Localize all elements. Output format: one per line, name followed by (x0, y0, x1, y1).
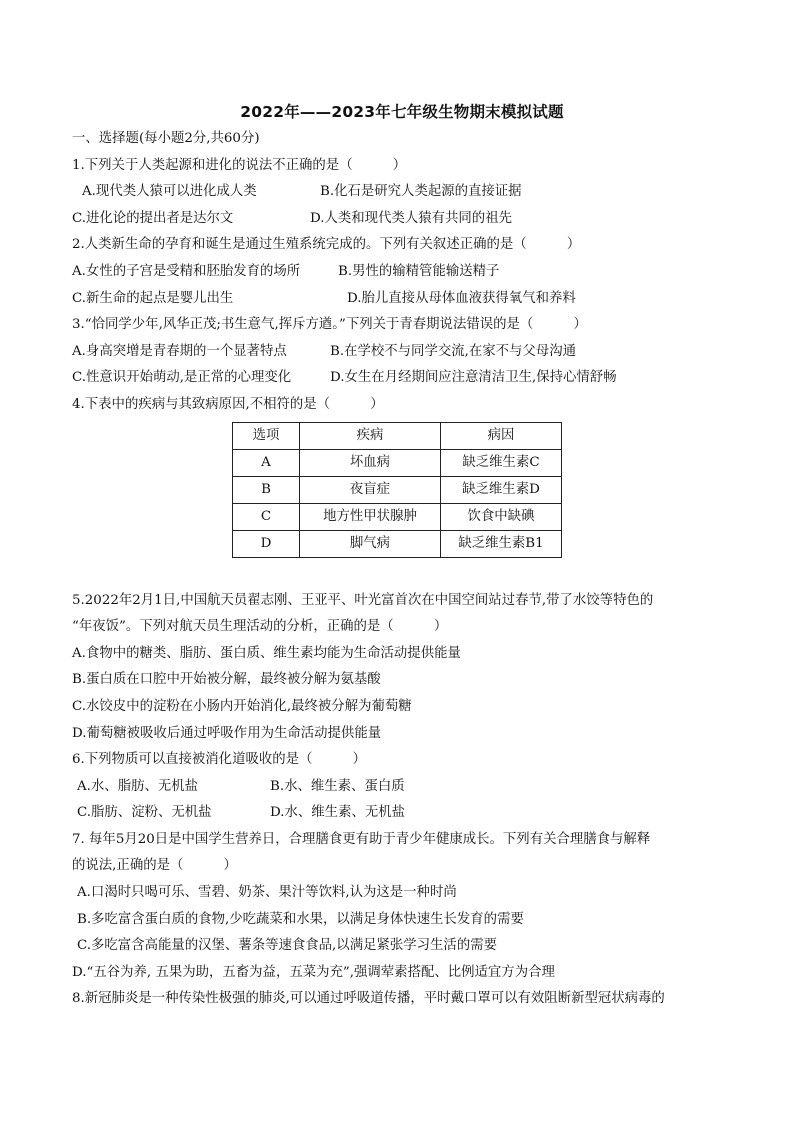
question-1-options-ab (72, 179, 732, 206)
table-row (233, 503, 562, 530)
question-7-option-b: B.多吃富含蛋白质的食物,少吃蔬菜和水果，以满足身体快速生长发育的需要 (77, 911, 524, 927)
question-6-options-ab (72, 774, 732, 801)
question-5-option-d: D.葡萄糖被吸收后通过呼吸作用为生命活动提供能量 (72, 725, 382, 741)
question-5-option-c: C.水饺皮中的淀粉在小肠内开始消化,最终被分解为葡萄糖 (72, 698, 412, 714)
question-6-option-b: B.水、维生素、蛋白质 (270, 778, 405, 794)
question-3-option-a: A.身高突增是青春期的一个显著特点 (72, 343, 287, 359)
question-2-option-a: A.女性的子宫是受精和胚胎发育的场所 (72, 263, 301, 279)
question-3-option-d: D.女生在月经期间应注意清洁卫生,保持心情舒畅 (330, 370, 617, 386)
question-1-options-cd (72, 206, 732, 233)
question-5-stem-line-1: 5.2022年2月1日,中国航天员翟志刚、王亚平、叶光富首次在中国空间站过春节,带了水饺等特色的 (72, 592, 654, 608)
table-cell: 坏血病 (300, 449, 441, 476)
question-3-options-ab (72, 339, 732, 366)
question-2-stem: 2.人类新生命的孕育和诞生是通过生殖系统完成的。下列有关叙述正确的是（ ） (72, 237, 581, 253)
table-row (233, 476, 562, 503)
question-7-stem-line-1: 7. 每年5月20日是中国学生营养日，合理膳食更有助于青少年健康成长。下列有关合理膳食与解释 (72, 831, 651, 847)
question-7-stem-line-2: 的说法,正确的是（ ） (72, 858, 237, 874)
section-heading: 一、选择题(每小题2分,共60分) (72, 131, 260, 146)
exam-page (72, 100, 732, 1013)
question-6-stem: 6.下列物质可以直接被消化道吸收的是（ ） (72, 752, 366, 768)
question-6-option-d: D.水、维生素、无机盐 (270, 805, 406, 821)
question-1-option-d: D.人类和现代类人猿有共同的祖先 (310, 210, 512, 226)
question-2-options-ab (72, 259, 732, 286)
question-3-option-b: B.在学校不与同学交流,在家不与父母沟通 (330, 343, 576, 359)
question-7-option-c: C.多吃富含高能量的汉堡、薯条等速食食品,以满足紧张学习生活的需要 (77, 938, 497, 954)
table-cell: 饮食中缺碘 (441, 503, 562, 530)
table-header-cell: 选项 (233, 422, 300, 449)
table-cell: 缺乏维生素D (441, 476, 562, 503)
question-2-option-d: D.胎儿直接从母体血液获得氧气和养料 (347, 290, 576, 306)
table-cell: C (233, 503, 300, 530)
table-cell: A (233, 449, 300, 476)
question-1-option-b: B.化石是研究人类起源的直接证据 (320, 184, 522, 200)
question-1-option-c: C.进化论的提出者是达尔文 (72, 210, 234, 226)
question-6-option-c: C.脂肪、淀粉、无机盐 (77, 805, 212, 821)
table-cell: D (233, 530, 300, 557)
question-2-option-c: C.新生命的起点是婴儿出生 (72, 290, 234, 306)
spacer (72, 558, 732, 588)
table-header-cell: 病因 (441, 422, 562, 449)
question-3-option-c: C.性意识开始萌动,是正常的心理变化 (72, 370, 292, 386)
table-header-row (233, 422, 562, 449)
table-row (233, 530, 562, 557)
table-cell: 缺乏维生素C (441, 449, 562, 476)
question-4-stem: 4.下表中的疾病与其致病原因,不相符的是（ ） (72, 396, 384, 412)
question-7-option-d: D.“五谷为养, 五果为助，五畜为益，五菜为充”,强调荤素搭配、比例适宜方为合理 (72, 964, 555, 980)
question-2-options-cd (72, 286, 732, 313)
page-title: 2022年——2023年七年级生物期末模拟试题 (240, 103, 564, 121)
table-cell: 地方性甲状腺肿 (300, 503, 441, 530)
question-5-stem-line-2: “年夜饭”。下列对航天员生理活动的分析，正确的是（ ） (72, 619, 448, 635)
question-1-stem: 1.下列关于人类起源和进化的说法不正确的是（ ） (72, 157, 407, 173)
table-cell: 夜盲症 (300, 476, 441, 503)
table-cell: 脚气病 (300, 530, 441, 557)
question-5-option-a: A.食物中的糖类、脂肪、蛋白质、维生素均能为生命活动提供能量 (72, 645, 461, 661)
table-cell: 缺乏维生素B1 (441, 530, 562, 557)
question-3-stem: 3.“恰同学少年,风华正茂;书生意气,挥斥方遒。”下列关于青春期说法错误的是（ ） (72, 317, 587, 333)
question-8-stem-line-1: 8.新冠肺炎是一种传染性极强的肺炎,可以通过呼吸道传播，平时戴口罩可以有效阻断新型冠状病毒的 (72, 991, 665, 1007)
question-6-options-cd (72, 800, 732, 827)
question-2-option-b: B.男性的输精管能输送精子 (338, 263, 500, 279)
question-7-option-a: A.口渴时只喝可乐、雪碧、奶茶、果汁等饮料,认为这是一种时尚 (77, 885, 457, 901)
question-6-option-a: A.水、脂肪、无机盐 (77, 778, 199, 794)
table-header-cell: 疾病 (300, 422, 441, 449)
question-1-option-a: A.现代类人猿可以进化成人类 (82, 184, 257, 200)
disease-cause-table (232, 422, 562, 558)
question-5-option-b: B.蛋白质在口腔中开始被分解，最终被分解为氨基酸 (72, 672, 381, 688)
question-3-options-cd (72, 365, 732, 392)
table-row (233, 449, 562, 476)
table-cell: B (233, 476, 300, 503)
